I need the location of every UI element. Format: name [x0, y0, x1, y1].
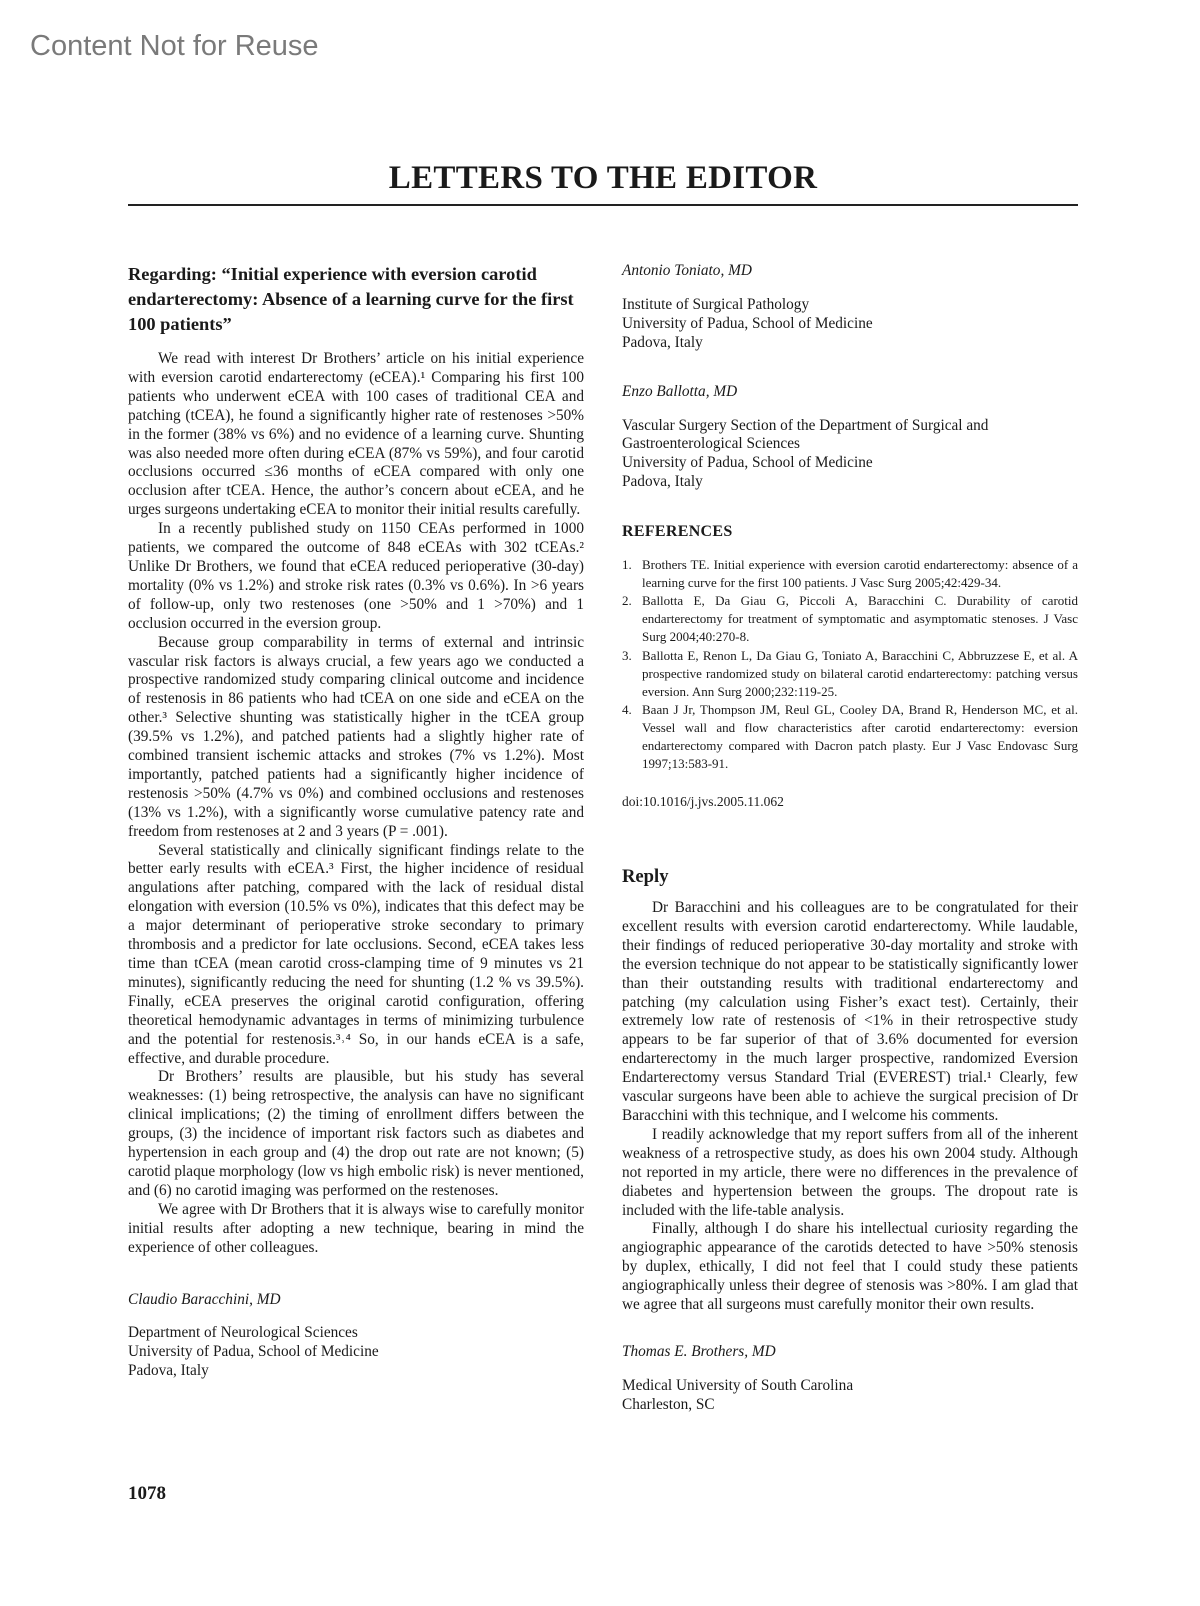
references-section — [622, 523, 1078, 812]
author-affiliation-line: Vascular Surgery Section of the Department of Surgical and Gastroenterological Sciences — [622, 416, 989, 453]
reference-number: 1. — [622, 557, 632, 573]
author-affiliation-line: Padova, Italy — [622, 333, 703, 351]
author-name: Enzo Ballotta, MD — [622, 382, 738, 400]
reply-paragraph: Finally, although I do share his intellectual curiosity regarding the angiographic appearance of the carotids detected to have >50% stenosis by duplex, ethically, I did not feel that I could study these patients angiographically unless their degree of stenosis was >80%. I am glad that we agree that all surgeons must carefully monitor their own results. — [622, 1220, 1078, 1314]
author-affiliation-line: Institute of Surgical Pathology — [622, 295, 810, 313]
reference-text: Baan J Jr, Thompson JM, Reul GL, Cooley DA, Brand R, Henderson MC, et al. Vessel wall and flow characteristics after carotid endarterectomy: eversion endarterectomy compared with Dacron patch plasty. Eur J Vasc Endovasc Surg 1997;13:583-91. — [642, 701, 1078, 772]
author-name: Thomas E. Brothers, MD — [622, 1342, 776, 1360]
references-heading: REFERENCES — [622, 523, 733, 541]
title-divider — [128, 204, 1078, 206]
reference-item — [622, 701, 1078, 773]
reference-item — [622, 592, 1078, 646]
reply-paragraph: Dr Baracchini and his colleagues are to be congratulated for their excellent results with eversion carotid endarterectomy. While laudable, their findings of reduced perioperative 30-day mortality and stroke with the eversion technique do not appear to be statistically significantly lower than their outstanding results with traditional endarterectomy and patching (my calculation using Fisher’s exact test). Certainly, their extremely low rate of restenosis of <1% in their retrospective study appears to be far superior of that of 3.6% documented for eversion endarterectomy in the much larger prospective, randomized Eversion Endarterectomy versus Standard Trial (EVEREST) trial.¹ Clearly, few vascular surgeons have been able to achieve the surgical precision of Dr Baracchini with this technique, and I welcome his comments. — [622, 899, 1078, 1124]
reference-text: Ballotta E, Renon L, Da Giau G, Toniato A, Baracchini C, Abbruzzese E, et al. A prospective randomized study on bilateral carotid endarterectomy: patching versus eversion. Ann Surg 2000;232:119-25. — [642, 647, 1078, 699]
author-affiliation-line: Department of Neurological Sciences — [128, 1324, 358, 1342]
author-block — [622, 262, 1078, 353]
doi-text: doi:10.1016/j.jvs.2005.11.062 — [622, 794, 784, 810]
author-block — [622, 1343, 1078, 1415]
author-affiliation-line: Charleston, SC — [622, 1395, 715, 1413]
author-affiliation-line: Padova, Italy — [622, 473, 703, 491]
reply-paragraph: I readily acknowledge that my report suffers from all of the inherent weakness of a retrospective study, as does his own 2004 study. Although not reported in my article, there were no differences in the prevalence of diabetes and hypertension between the groups. The dropout rate is included with the life-table analysis. — [622, 1125, 1078, 1219]
letter-paragraph: We agree with Dr Brothers that it is always wise to carefully monitor initial results after adopting a new technique, bearing in mind the experience of other colleagues. — [128, 1200, 584, 1256]
watermark-text: Content Not for Reuse — [30, 30, 319, 62]
letter-paragraph: Several statistically and clinically significant findings relate to the better early results with eCEA.³ First, the higher incidence of residual angulations after patching, compared with the lack of residual distal elongation with eversion (10.5% vs 0%), indicates that this defect may be a major determinant of perioperative stroke secondary to primary thrombosis and a predictor for late occlusions. Second, eCEA takes less time than tCEA (mean carotid cross-clamping time of 9 minutes vs 21 minutes), significantly reducing the need for shunting (1.2 % vs 39.5%). Finally, eCEA preserves the original carotid configuration, offering theoretical hemodynamic advantages in terms of minimizing turbulence and the potential for restenosis.³˒⁴ So, in our hands eCEA is a safe, effective, and durable procedure. — [128, 841, 584, 1067]
reference-text: Brothers TE. Initial experience with eversion carotid endarterectomy: absence of a learning curve for the first 100 patients. J Vasc Surg 2005;42:429-34. — [642, 557, 1078, 591]
letter-paragraph: Dr Brothers’ results are plausible, but his study has several weaknesses: (1) being retrospective, the analysis can have no significant clinical implications; (2) the timing of enrollment differs between the groups, (3) the incidence of important risk factors such as diabetes and hypertension in each group and (4) the drop out rate are not known; (5) carotid plaque morphology (low vs high embolic risk) is never mentioned, and (6) no carotid imaging was performed on the restenoses. — [128, 1068, 584, 1199]
letter-paragraph: We read with interest Dr Brothers’ article on his initial experience with eversion carotid endarterectomy (eCEA).¹ Comparing his first 100 patients who underwent eCEA with 100 cases of traditional CEA and patching (tCEA), he found a significantly higher rate of restenoses >50% in the former (38% vs 6%) and no evidence of a learning curve. Shunting was also needed more often during eCEA (87% vs 59%), and four carotid occlusions occurred ≤36 months of eCEA compared with only one occlusion after tCEA. Hence, the author’s concern about eCEA, and he urges surgeons undertaking eCEA to monitor their initial results carefully. — [128, 350, 584, 519]
letter-paragraph: Because group comparability in terms of external and intrinsic vascular risk factors is always crucial, a few years ago we conducted a prospective randomized study comparing clinical outcome and incidence of restenosis in 86 patients who had tCEA on one side and eCEA on the other.³ Selective shunting was statistically higher in the tCEA group (39.5% vs 1.2%), and patched patients had a slightly higher rate of combined transient ischemic attacks and strokes (7% vs 1.2%). Most importantly, patched patients had a significantly higher incidence of restenosis >50% (4.7% vs 0%) and combined occlusions and restenoses (13% vs 1.2%), with a significantly worse cumulative patency rate and freedom from restenoses at 2 and 3 years (P = .001). — [128, 633, 584, 840]
reference-item — [622, 647, 1078, 701]
reply-section — [622, 868, 1078, 1415]
author-affiliation-line: Padova, Italy — [128, 1362, 209, 1380]
author-block — [622, 383, 1078, 493]
page-number: 1078 — [128, 1483, 166, 1504]
reference-number: 4. — [622, 701, 632, 717]
author-name: Claudio Baracchini, MD — [128, 1290, 281, 1308]
reference-number: 2. — [622, 593, 632, 609]
author-block — [128, 1291, 584, 1382]
left-column — [128, 262, 584, 1381]
right-column — [622, 262, 1078, 1415]
author-affiliation-line: University of Padua, School of Medicine — [128, 1343, 379, 1361]
author-affiliation-line: Medical University of South Carolina — [622, 1376, 854, 1394]
references-list — [622, 556, 1078, 773]
letter-paragraph: In a recently published study on 1150 CEAs performed in 1000 patients, we compared the outcome of 848 eCEAs with 302 tCEAs.² Unlike Dr Brothers, we found that eCEA reduced perioperative (30-day) mortality (0% vs 1.2%) and stroke risk rates (0.3% vs 0.6%). In >6 years of follow-up, only two restenoses (one >50% and 1 >70%) and 1 occlusion occurred in the eversion group. — [128, 520, 584, 632]
reply-heading: Reply — [622, 866, 669, 888]
author-affiliation-line: University of Padua, School of Medicine — [622, 314, 873, 332]
letter-title: Regarding: “Initial experience with eversion carotid endarterectomy: Absence of a learning curve for the first 100 patients” — [128, 264, 574, 334]
reference-text: Ballotta E, Da Giau G, Piccoli A, Baracchini C. Durability of carotid endarterectomy for treatment of symptomatic and asymptomatic stenoses. J Vasc Surg 2004;40:270-8. — [642, 593, 1078, 645]
reference-number: 3. — [622, 647, 632, 663]
reference-item — [622, 556, 1078, 592]
author-name: Antonio Toniato, MD — [622, 262, 752, 279]
author-affiliation-line: University of Padua, School of Medicine — [622, 454, 873, 472]
page-title: LETTERS TO THE EDITOR — [388, 160, 818, 196]
